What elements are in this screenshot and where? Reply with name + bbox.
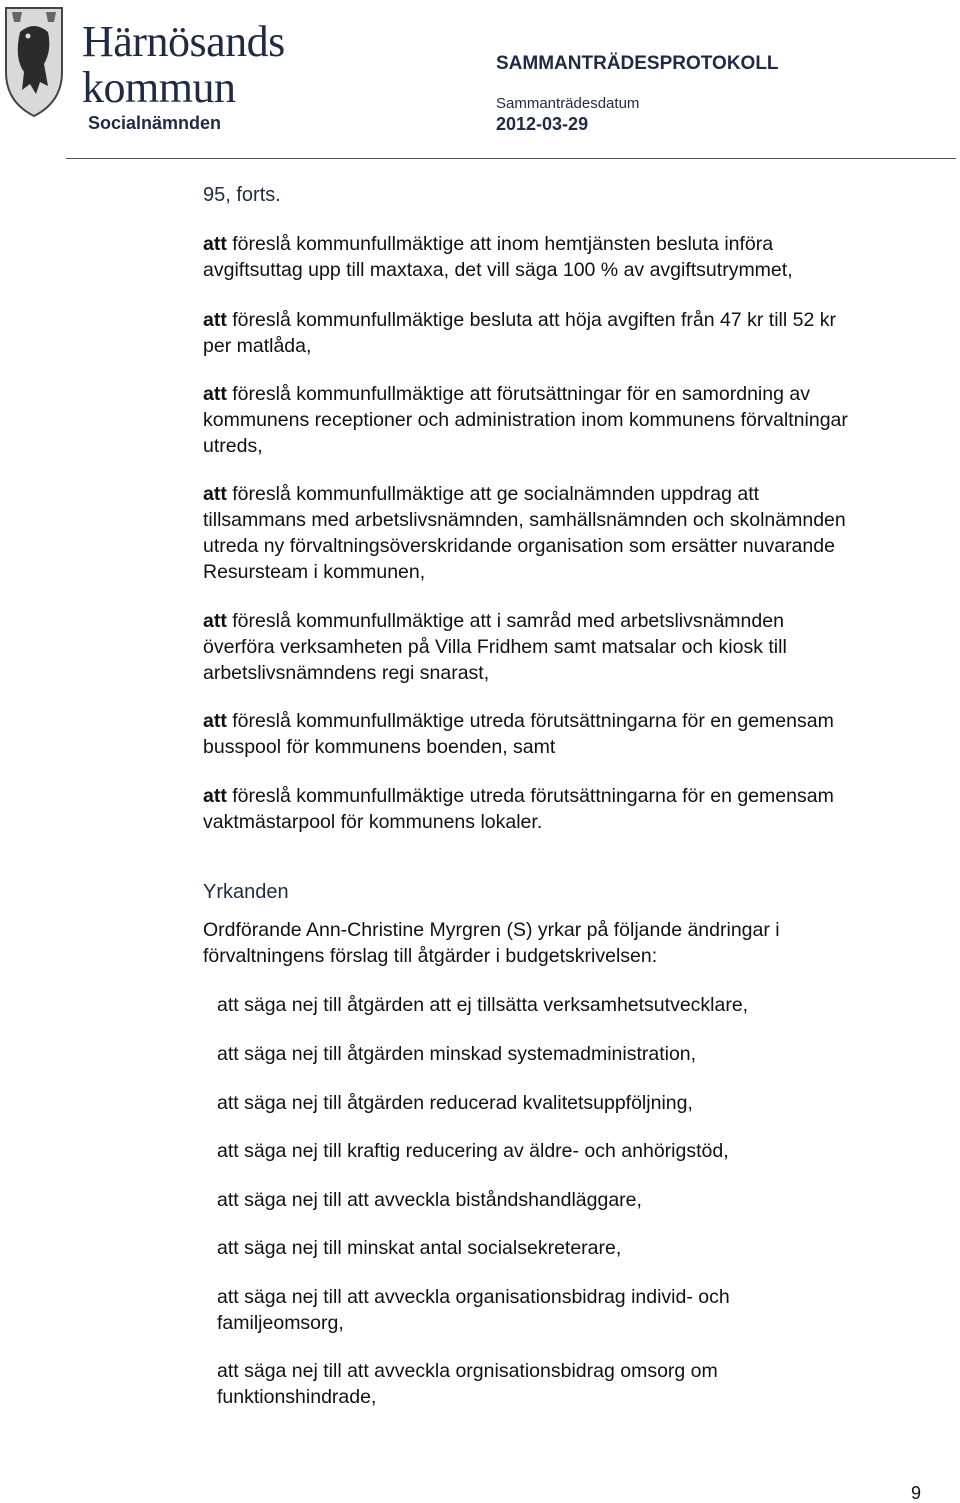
proposal-text: föreslå kommunfullmäktige utreda förutsättningarna för en gemensam	[232, 785, 834, 807]
proposal-3	[203, 381, 848, 459]
proposal-keyword: att	[203, 610, 227, 632]
org-name-line2: kommun	[82, 63, 236, 112]
yrkande-item	[217, 1284, 730, 1336]
yrkande-item	[217, 1358, 718, 1410]
header-divider	[66, 158, 956, 159]
yrkande-item: att säga nej till åtgärden att ej tillsätta verksamhetsutvecklare,	[217, 994, 749, 1016]
proposal-text: föreslå kommunfullmäktige att i samråd med arbetslivsnämnden	[232, 610, 784, 632]
proposal-keyword: att	[203, 710, 227, 732]
proposal-4	[203, 481, 846, 585]
yrkanden-intro-line: förvaltningens förslag till åtgärder i budgetskrivelsen:	[203, 945, 658, 967]
proposal-text: föreslå kommunfullmäktige att ge socialnämnden uppdrag att	[232, 483, 760, 505]
proposal-keyword: att	[203, 383, 227, 405]
yrkande-item-line: att säga nej till att avveckla organisationsbidrag individ- och	[217, 1286, 730, 1308]
proposal-text: arbetslivsnämndens regi snarast,	[203, 662, 490, 684]
committee-name: Socialnämnden	[88, 113, 222, 133]
proposal-5	[203, 608, 787, 686]
proposal-keyword: att	[203, 233, 227, 255]
proposal-text: föreslå kommunfullmäktige besluta att höja avgiften från 47 kr till 52 kr	[232, 309, 836, 331]
proposal-text: Resursteam i kommunen,	[203, 561, 426, 583]
proposal-text: busspool för kommunens boenden, samt	[203, 736, 556, 758]
proposal-text: föreslå kommunfullmäktige att förutsättningar för en samordning av	[232, 383, 810, 405]
meeting-date-value: 2012-03-29	[496, 114, 589, 134]
proposal-text: tillsammans med arbetslivsnämnden, samhällsnämnden och skolnämnden	[203, 509, 846, 531]
proposal-text: föreslå kommunfullmäktige att inom hemtjänsten besluta införa	[232, 233, 774, 255]
page-number: 9	[911, 1483, 922, 1503]
proposal-text: överföra verksamheten på Villa Fridhem samt matsalar och kiosk till	[203, 636, 787, 658]
yrkande-item-line: funktionshindrade,	[217, 1386, 377, 1408]
proposal-1	[203, 231, 793, 283]
yrkande-item: att säga nej till kraftig reducering av äldre- och anhörigstöd,	[217, 1140, 729, 1162]
section-reference: 95, forts.	[203, 184, 281, 206]
proposal-text: vaktmästarpool för kommunens lokaler.	[203, 811, 543, 833]
proposal-text: utreda ny förvaltningsöverskridande organisation som ersätter nuvarande	[203, 535, 835, 557]
document-type: SAMMANTRÄDESPROTOKOLL	[496, 53, 779, 74]
proposal-7	[203, 783, 834, 835]
proposal-2	[203, 307, 836, 359]
yrkande-item-line: att säga nej till att avveckla orgnisationsbidrag omsorg om	[217, 1360, 718, 1382]
yrkande-item-line: familjeomsorg,	[217, 1312, 344, 1334]
proposal-keyword: att	[203, 309, 227, 331]
proposal-keyword: att	[203, 483, 227, 505]
yrkanden-heading: Yrkanden	[203, 881, 289, 903]
municipal-crest-logo	[2, 2, 66, 120]
proposal-6	[203, 708, 834, 760]
yrkande-item: att säga nej till åtgärden reducerad kvalitetsuppföljning,	[217, 1092, 693, 1114]
yrkanden-intro	[203, 917, 780, 969]
yrkande-item: att säga nej till minskat antal socialsekreterare,	[217, 1237, 622, 1259]
proposal-text: föreslå kommunfullmäktige utreda förutsättningarna för en gemensam	[232, 710, 834, 732]
proposal-text: per matlåda,	[203, 335, 312, 357]
yrkande-item: att säga nej till åtgärden minskad systemadministration,	[217, 1043, 697, 1065]
proposal-text: kommunens receptioner och administration inom kommunens förvaltningar	[203, 409, 848, 431]
meeting-date-label: Sammanträdesdatum	[496, 95, 640, 112]
yrkande-item: att säga nej till att avveckla biståndshandläggare,	[217, 1189, 642, 1211]
proposal-text: utreds,	[203, 435, 263, 457]
proposal-keyword: att	[203, 785, 227, 807]
yrkanden-intro-line: Ordförande Ann-Christine Myrgren (S) yrkar på följande ändringar i	[203, 919, 780, 941]
org-name-line1: Härnösands	[82, 17, 285, 66]
proposal-text: avgiftsuttag upp till maxtaxa, det vill säga 100 % av avgiftsutrymmet,	[203, 259, 793, 281]
